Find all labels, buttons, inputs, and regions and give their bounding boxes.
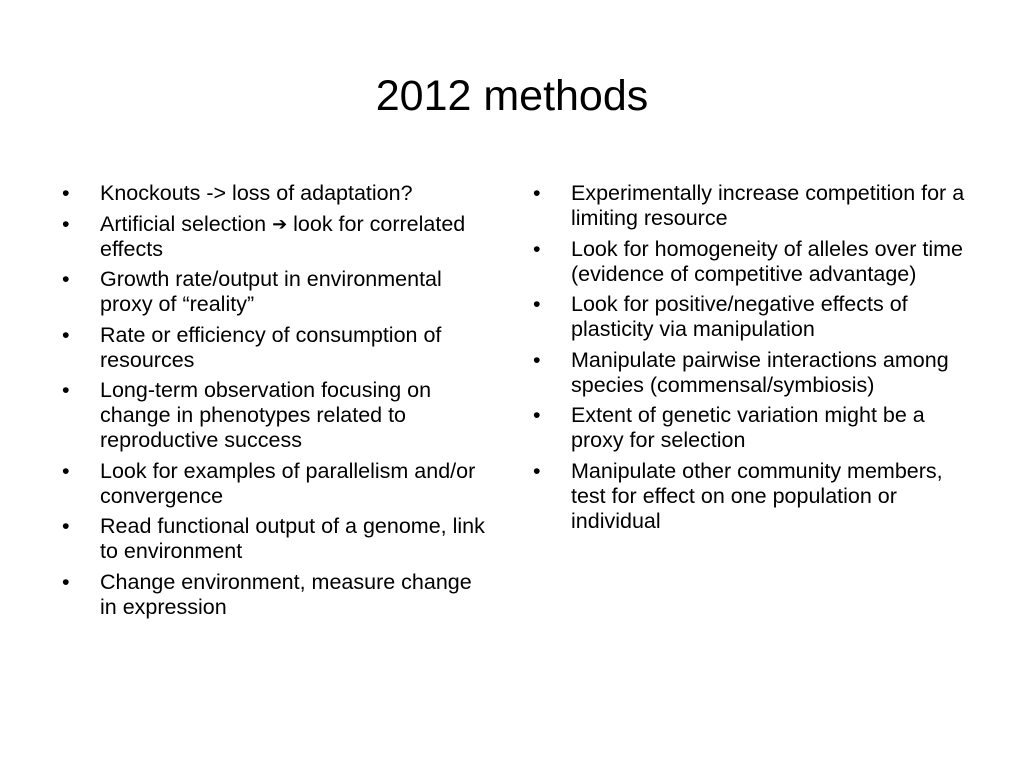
bullet-text: Change environment, measure change in expression bbox=[100, 569, 472, 619]
bullet-text: Experimentally increase competition for a limiting resource bbox=[571, 181, 965, 230]
bullet-text: Read functional output of a genome, link to environment bbox=[100, 514, 485, 563]
list-item bbox=[62, 459, 492, 509]
list-item bbox=[533, 237, 973, 287]
list-item bbox=[533, 181, 973, 231]
bullet-icon: • bbox=[62, 514, 70, 538]
slide-title: 2012 methods bbox=[375, 72, 649, 120]
bullet-text: Extent of genetic variation might be a proxy for selection bbox=[571, 403, 925, 452]
bullet-icon: • bbox=[62, 569, 70, 594]
list-item bbox=[533, 348, 973, 398]
bullet-text: Look for examples of parallelism and/or convergence bbox=[100, 458, 476, 508]
right-bullet-list bbox=[533, 181, 973, 539]
list-item bbox=[62, 267, 492, 317]
list-item bbox=[62, 570, 492, 620]
left-bullet-list bbox=[62, 181, 492, 625]
list-item bbox=[533, 403, 973, 453]
bullet-text: Look for homogeneity of alleles over time (evidence of competitive advantage) bbox=[571, 236, 963, 286]
bullet-icon: • bbox=[62, 458, 70, 483]
bullet-icon: • bbox=[533, 181, 541, 205]
bullet-icon: • bbox=[62, 378, 70, 402]
list-item bbox=[62, 181, 492, 206]
bullet-icon: • bbox=[62, 267, 70, 291]
bullet-text bbox=[100, 212, 492, 262]
bullet-icon: • bbox=[533, 347, 541, 372]
bullet-text-before-arrow: Artificial selection bbox=[100, 211, 273, 236]
bullet-icon: • bbox=[62, 322, 70, 347]
list-item bbox=[533, 292, 973, 342]
arrow-right-icon: ➔ bbox=[272, 213, 288, 234]
bullet-text: Knockouts -> loss of adaptation? bbox=[100, 181, 413, 205]
bullet-icon: • bbox=[62, 211, 70, 236]
bullet-text: Growth rate/output in environmental proxy of “reality” bbox=[100, 267, 442, 316]
bullet-icon: • bbox=[533, 403, 541, 427]
bullet-text: Look for positive/negative effects of plasticity via manipulation bbox=[571, 292, 908, 341]
bullet-text: Manipulate pairwise interactions among species (commensal/symbiosis) bbox=[571, 347, 949, 397]
bullet-text: Rate or efficiency of consumption of resources bbox=[100, 322, 442, 372]
bullet-text: Long-term observation focusing on change in phenotypes related to reproductive success bbox=[100, 378, 432, 452]
list-item bbox=[62, 514, 492, 564]
list-item bbox=[62, 378, 492, 453]
bullet-icon: • bbox=[533, 292, 541, 316]
bullet-text: Manipulate other community members, test for effect on one population or individual bbox=[571, 458, 943, 533]
bullet-icon: • bbox=[533, 236, 541, 261]
bullet-text-after-arrow: look for correlated effects bbox=[100, 211, 466, 261]
list-item bbox=[533, 459, 973, 534]
bullet-icon: • bbox=[62, 181, 70, 205]
bullet-icon: • bbox=[533, 458, 541, 483]
list-item bbox=[62, 212, 492, 262]
list-item bbox=[62, 323, 492, 373]
